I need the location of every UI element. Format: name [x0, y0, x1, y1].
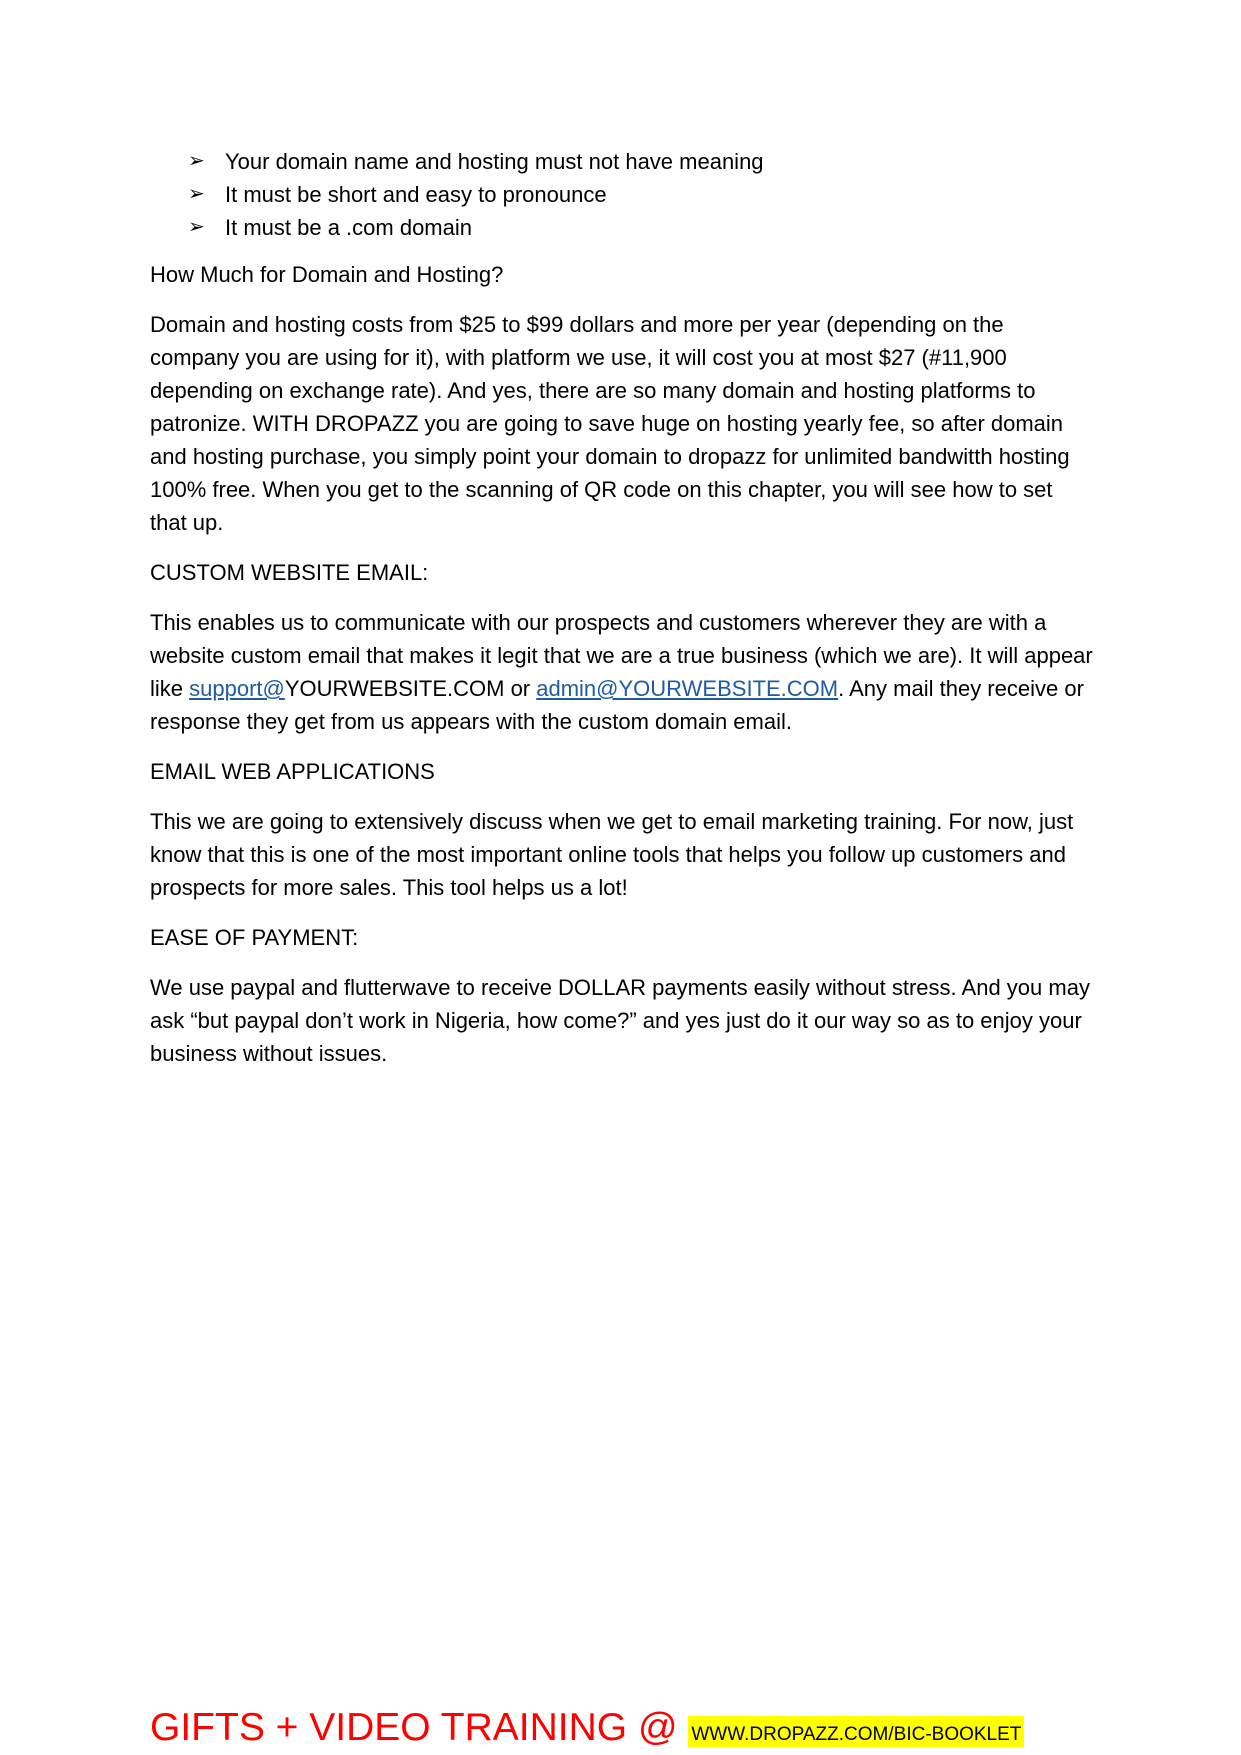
hosting-cost-heading: How Much for Domain and Hosting?: [150, 262, 504, 287]
hosting-cost-paragraph: Domain and hosting costs from $25 to $99 dollars and more per year (depending on the company you are using for it), with platform we use, it will cost you at most $27 (#11,900 depending on exchange rate). And yes, there are so many domain and hosting platforms to patronize. WITH DROPAZZ you are going to save huge on hosting yearly fee, so after domain and hosting purchase, you simply point your domain to dropazz for unlimited bandwitth hosting 100% free. When you get to the scanning of QR code on this chapter, you will see how to set that up.: [150, 312, 1070, 535]
custom-email-paragraph: [150, 606, 1095, 738]
payment-heading: EASE OF PAYMENT:: [150, 925, 359, 950]
footer-promo-banner: [150, 1705, 1024, 1755]
support-email-link[interactable]: support@: [189, 676, 285, 701]
list-item-text: It must be a .com domain: [225, 215, 472, 240]
arrow-bullet-icon: ➢: [188, 183, 205, 205]
payment-paragraph: We use paypal and flutterwave to receive DOLLAR payments easily without stress. And you may ask “but paypal don’t work in Nigeria, how come?” and yes just do it our way so as to enjoy your business without issues.: [150, 975, 1090, 1066]
email-apps-heading: EMAIL WEB APPLICATIONS: [150, 759, 435, 784]
list-item: [150, 211, 1095, 244]
custom-email-text-2: YOURWEBSITE.COM or: [284, 676, 537, 701]
list-item: [150, 145, 1095, 178]
custom-email-text-3: . Any mail they receive or response they get from us appears with the custom domain email.: [150, 676, 1084, 734]
promo-text: GIFTS + VIDEO TRAINING @: [150, 1706, 689, 1749]
custom-email-text-1: This enables us to communicate with our prospects and customers wherever they are with a website custom email that makes it legit that we are a true business (which we are). It will appear like: [150, 610, 1093, 701]
email-apps-paragraph: This we are going to extensively discuss when we get to email marketing training. For now, just know that this is one of the most important online tools that helps you follow up customers and prospects for more sales. This tool helps us a lot!: [150, 809, 1074, 900]
list-item-text: It must be short and easy to pronounce: [225, 182, 607, 207]
admin-email-link[interactable]: admin@YOURWEBSITE.COM: [536, 676, 839, 701]
domain-rules-list: [150, 145, 1095, 244]
arrow-bullet-icon: ➢: [188, 150, 205, 172]
list-item-text: Your domain name and hosting must not have meaning: [225, 149, 764, 174]
custom-email-heading: CUSTOM WEBSITE EMAIL:: [150, 560, 429, 585]
document-page: [150, 145, 1095, 1087]
list-item: [150, 178, 1095, 211]
booklet-url-link[interactable]: WWW.DROPAZZ.COM/BIC-BOOKLET: [688, 1716, 1024, 1747]
arrow-bullet-icon: ➢: [188, 216, 205, 238]
